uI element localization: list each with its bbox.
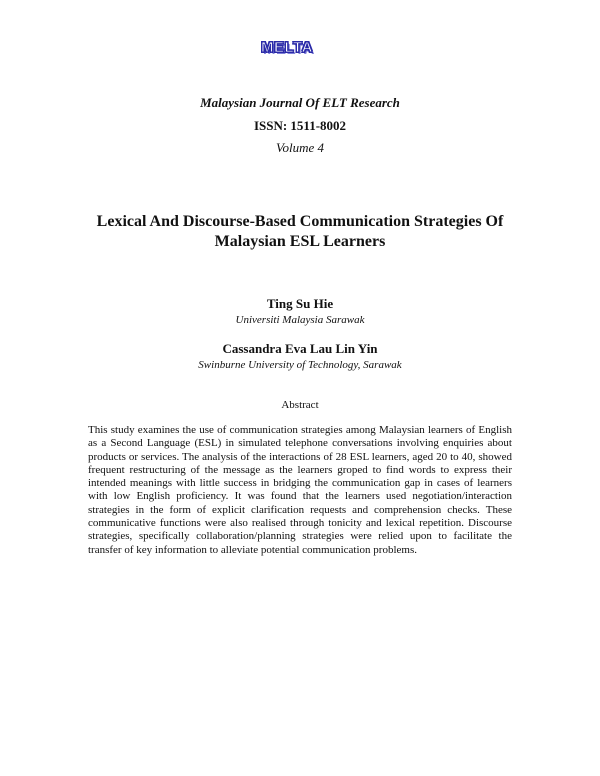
melta-logo: MELTA [261, 39, 313, 56]
paper-title-line-2: Malaysian ESL Learners [214, 233, 386, 250]
volume: Volume 4 [275, 140, 325, 155]
abstract-heading: Abstract [281, 399, 319, 411]
issn: ISSN: 1511-8002 [253, 118, 347, 133]
abstract-body: This study examines the use of communication strategies among Malaysian learners of English as a Second Language (ESL) in simulated telephone conversations involving enquiries about products or services. The analysis of the interactions of 28 ESL learners, aged 20 to 40, showed frequent restructuring of the message as the learners groped to find words to express their intended meanings with little success in bridging the communication gap in cases of learners with low English proficiency. It was found that the learners used negotiation/interaction strategies in the form of explicit clarification requests and comprehension checks. These communicative functions were also realised through tonicity and lexical repetition. Discourse strategies, specifically collaboration/planning strategies were relied upon to facilitate the transfer of key information to alleviate potential communication problems. [88, 424, 512, 556]
paper-title [0, 212, 600, 252]
author-name: Cassandra Eva Lau Lin Yin [222, 341, 378, 356]
author-affiliation: Swinburne University of Technology, Sarawak [198, 359, 402, 371]
paper-title-line-1: Lexical And Discourse-Based Communication Strategies Of [96, 213, 504, 230]
journal-name: Malaysian Journal Of ELT Research [200, 95, 400, 110]
author-affiliation: Universiti Malaysia Sarawak [235, 314, 365, 326]
author-name: Ting Su Hie [266, 296, 334, 311]
